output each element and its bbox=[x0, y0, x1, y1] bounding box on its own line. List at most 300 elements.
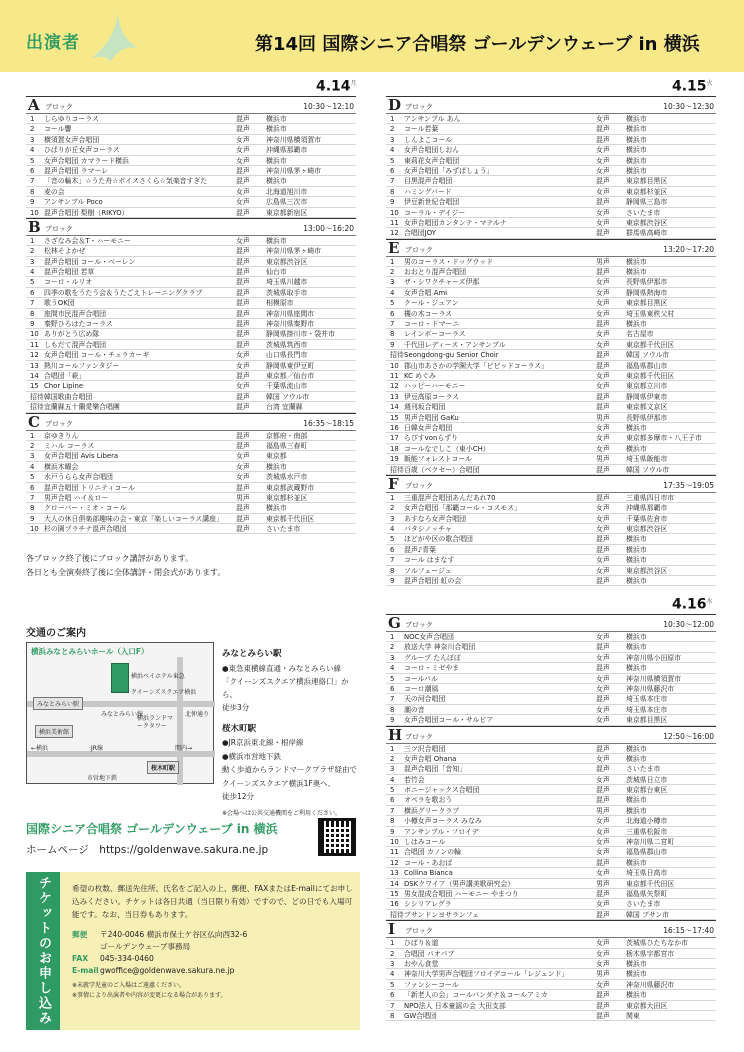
voice-type: 男声 bbox=[596, 970, 610, 979]
voice-type: 混声 bbox=[236, 278, 250, 287]
block-word: ブロック bbox=[405, 103, 433, 111]
voice-type: 混声 bbox=[236, 483, 250, 492]
ticket-postal: 郵便 〒240-0046 横浜市保土ケ谷区仏向西32-6 bbox=[72, 930, 248, 939]
performer-number: 4 bbox=[390, 525, 395, 534]
performer-name: レインボーコーラス bbox=[404, 330, 466, 339]
performer-number: 4 bbox=[390, 146, 395, 155]
voice-type: 女声 bbox=[236, 452, 250, 461]
performer-name: アンサンブル・フロイデ bbox=[404, 827, 479, 836]
dir-line: 「クイーンズスクエア横浜連絡口」から、 bbox=[222, 677, 349, 699]
performer-number: 15 bbox=[390, 413, 399, 422]
performer-location: 長野県伊那市 bbox=[626, 413, 668, 422]
access-map bbox=[26, 642, 214, 784]
performer-location: 横浜市 bbox=[626, 135, 647, 144]
performer-location: 神奈川県秦野市 bbox=[266, 320, 315, 329]
performer-location: さいたま市 bbox=[266, 525, 301, 534]
performer-row bbox=[386, 949, 716, 959]
block-letter: F bbox=[388, 474, 399, 493]
performer-name: 麦の会 bbox=[44, 187, 65, 196]
performer-name: コーロ・ミゼやま bbox=[404, 664, 460, 673]
voice-type: 男声 bbox=[596, 257, 610, 266]
column-day2 bbox=[386, 96, 716, 586]
performer-row bbox=[26, 441, 356, 451]
voice-type: 女声 bbox=[596, 288, 610, 297]
performer-name: コール響 bbox=[44, 125, 72, 134]
performer-name: 槻の木コーラス bbox=[404, 309, 453, 318]
performer-location: 群馬県高崎市 bbox=[626, 229, 668, 238]
performer-name: あすなろ女声合唱団 bbox=[404, 514, 467, 523]
performer-location: 横浜市 bbox=[626, 115, 647, 123]
voice-type: 混声 bbox=[236, 299, 250, 308]
qr-code-icon[interactable] bbox=[318, 818, 356, 856]
performer-row bbox=[386, 674, 716, 684]
performer-name: 杉の園プラチナ混声合唱団 bbox=[44, 525, 127, 534]
performer-location: 名古屋市 bbox=[626, 330, 654, 339]
access-footnote: ※会場へは公共交通機関をご利用ください。 bbox=[222, 809, 342, 817]
block-time: 16:35～18:15 bbox=[303, 418, 354, 428]
performer-location: 東京都渋谷区 bbox=[266, 257, 308, 266]
performer-location: 東京都渋谷区 bbox=[626, 566, 668, 575]
performer-number: 14 bbox=[30, 371, 39, 380]
ticket-email[interactable]: E-mail gwoffice@goldenwave.sakura.ne.jp bbox=[72, 966, 235, 975]
performer-row bbox=[386, 309, 716, 319]
voice-type: 混声 bbox=[596, 351, 610, 360]
voice-type: 女声 bbox=[236, 462, 250, 471]
performer-location: 千葉県佐倉市 bbox=[626, 514, 668, 523]
performer-location: 神奈川県横須賀市 bbox=[626, 674, 682, 683]
voice-type: 女声 bbox=[596, 156, 610, 165]
dir-line: ●横浜市営地下鉄 bbox=[222, 751, 282, 761]
performer-row bbox=[386, 754, 716, 764]
performer-name: 合唱団 パオパブ bbox=[404, 949, 455, 958]
performer-number: 7 bbox=[390, 556, 395, 565]
voice-type: 混声 bbox=[596, 493, 610, 502]
performer-row bbox=[26, 483, 356, 493]
performer-location: さいたま市 bbox=[626, 900, 661, 909]
performer-location: 横浜市 bbox=[266, 156, 287, 165]
performer-name: コーロ・ルリオ bbox=[44, 278, 93, 287]
map-mm-line: みなとみらい線 bbox=[101, 711, 144, 718]
performer-location: 静岡県掛川市・袋井市 bbox=[266, 330, 335, 339]
block-letter: D bbox=[388, 96, 402, 114]
voice-type: 女声 bbox=[596, 827, 610, 836]
voice-type: 女声 bbox=[596, 684, 610, 693]
performer-location: 横浜市 bbox=[626, 545, 647, 554]
performer-number: 5 bbox=[30, 473, 35, 482]
voice-type: 混声 bbox=[236, 309, 250, 318]
voice-type: 女声 bbox=[236, 361, 250, 370]
voice-type: 女声 bbox=[596, 444, 610, 453]
performer-location: 東京都渋谷区 bbox=[626, 218, 668, 227]
block-letter: C bbox=[28, 412, 40, 431]
voice-type: 混声 bbox=[236, 392, 250, 401]
performer-name: NOC女声合唱団 bbox=[404, 633, 454, 641]
voice-type: 女声 bbox=[236, 135, 250, 144]
voice-type: 女声 bbox=[236, 146, 250, 155]
performer-number: 6 bbox=[390, 309, 395, 318]
performer-row bbox=[386, 1011, 716, 1021]
performer-location: 横浜市 bbox=[266, 115, 287, 123]
performer-name: NPO法人 日本童謡の会 大田支部 bbox=[404, 1001, 506, 1010]
performer-number: 4 bbox=[30, 146, 35, 155]
performer-row bbox=[386, 361, 716, 371]
access-directions bbox=[222, 648, 362, 820]
performer-number: 8 bbox=[390, 1011, 395, 1020]
performer-number: 5 bbox=[390, 156, 395, 165]
performer-row bbox=[26, 381, 356, 391]
performer-name: 大人の休日倶楽部趣味の会・東京「楽しいコーラス講座」 bbox=[44, 514, 223, 523]
performer-location: 韓国 ブサン市 bbox=[626, 910, 670, 919]
map-landmark: 横浜ランドマークタワー bbox=[137, 715, 174, 730]
performer-location: 東京都千代田区 bbox=[626, 340, 675, 349]
block-word: ブロック bbox=[405, 732, 433, 741]
voice-type: 女声 bbox=[596, 278, 610, 287]
performer-name: 小樽女声コーラス みなみ bbox=[404, 817, 482, 826]
performer-number: 7 bbox=[390, 1001, 395, 1010]
performer-row bbox=[386, 980, 716, 990]
performer-name: 女声合唱団 コール・チュラカーギ bbox=[44, 351, 150, 360]
bird-icon bbox=[88, 8, 142, 64]
performer-row bbox=[386, 642, 716, 652]
performer-name: ほどがや区の歌合唱団 bbox=[404, 535, 473, 544]
performer-location: 北海道旭川市 bbox=[266, 187, 308, 196]
performer-name: ザ・シワクチャーズ伊那 bbox=[404, 278, 480, 287]
performer-location: 埼玉県川越市 bbox=[266, 278, 308, 287]
ticket-fax: FAX 045-334-0460 bbox=[72, 954, 154, 963]
voice-type: 女声 bbox=[596, 309, 610, 318]
performer-location: 横浜市 bbox=[626, 535, 647, 544]
performer-name: 横浜グリークラブ bbox=[404, 806, 460, 815]
voice-type: 混声 bbox=[236, 431, 250, 440]
voice-type: 混声 bbox=[596, 268, 610, 277]
performer-row bbox=[386, 208, 716, 218]
block-time: 10:30～12:30 bbox=[663, 102, 714, 111]
homepage-link[interactable]: ホームページ https://goldenwave.sakura.ne.jp bbox=[26, 844, 269, 856]
block-header bbox=[386, 97, 716, 114]
voice-type: 混声 bbox=[596, 535, 610, 544]
performer-name: 合唱団 カノンの輪 bbox=[404, 848, 462, 857]
block-c bbox=[26, 413, 356, 535]
performer-row bbox=[26, 462, 356, 472]
performer-name: 韓国歌曲合唱団 bbox=[44, 392, 93, 401]
performer-location: 三重県松阪市 bbox=[626, 827, 668, 836]
voice-type: 女声 bbox=[596, 504, 610, 513]
performer-number: 招待 bbox=[30, 403, 44, 412]
performer-row bbox=[386, 969, 716, 979]
performer-row bbox=[386, 879, 716, 889]
performer-location: 東京都渋谷区 bbox=[626, 525, 668, 534]
performer-name: 週刊坂合唱団 bbox=[404, 403, 446, 412]
performer-location: さいたま市 bbox=[626, 208, 661, 217]
block-word: ブロック bbox=[45, 224, 73, 233]
performer-row bbox=[26, 309, 356, 319]
voice-type: 混声 bbox=[596, 664, 610, 673]
performer-name: 伊豆新世紀合唱団 bbox=[404, 198, 460, 207]
performer-location: 横浜市 bbox=[626, 991, 647, 1000]
performer-name: さざなみ会＆T・ハーモニー bbox=[44, 236, 131, 245]
performer-row bbox=[386, 827, 716, 837]
block-header bbox=[386, 240, 716, 257]
performer-number: 8 bbox=[390, 566, 395, 575]
performer-location: 茨城県水戸市 bbox=[266, 473, 308, 482]
performer-location: 東京都文京区 bbox=[626, 403, 668, 412]
performer-number: 9 bbox=[390, 198, 395, 207]
performer-name: 男声合唱 ハイ＆ロー bbox=[44, 493, 109, 502]
performer-location: 相模原市 bbox=[266, 299, 294, 308]
voice-type: 混声 bbox=[596, 392, 610, 401]
performer-number: 5 bbox=[30, 278, 35, 287]
performer-number: 4 bbox=[30, 462, 35, 471]
performer-row bbox=[26, 135, 356, 145]
performer-location: 仙台市 bbox=[266, 268, 287, 277]
performer-number: 5 bbox=[390, 674, 395, 683]
performer-name: ミハル コーラス bbox=[44, 441, 95, 450]
performer-row bbox=[26, 524, 356, 534]
performer-number: 3 bbox=[390, 653, 395, 662]
performer-row bbox=[386, 319, 716, 329]
voice-type: 女声 bbox=[596, 208, 610, 217]
performer-number: 11 bbox=[390, 371, 399, 380]
performer-name: グループ たんぽぽ bbox=[404, 653, 461, 662]
performer-row bbox=[26, 514, 356, 524]
performer-name: 合唱団「萩」 bbox=[44, 371, 86, 380]
voice-type: 混声 bbox=[596, 361, 610, 370]
ticket-vertical-title: チケットのお申し込み bbox=[26, 872, 60, 1030]
performer-location: 東京都台東区 bbox=[626, 786, 668, 795]
performer-row bbox=[26, 493, 356, 503]
block-letter: E bbox=[388, 238, 400, 257]
performer-location: 埼玉県日高市 bbox=[626, 869, 668, 878]
performer-row bbox=[26, 288, 356, 298]
voice-type: 混声 bbox=[236, 115, 250, 123]
schedule-notes bbox=[26, 552, 225, 580]
ticket-description: 希望の枚数、郵送先住所、氏名をご記入の上、郵便、FAXまたはE-mailにてお申し込みください。チケットは各日共通（当日限り有効）ですので、どの日でも入場可能です。なお、当日券もあります。 bbox=[72, 884, 353, 919]
voice-type: 混声 bbox=[596, 910, 610, 919]
performer-location: 横浜市 bbox=[266, 462, 287, 471]
block-word: ブロック bbox=[405, 481, 433, 490]
station-mm: みなとみらい駅 bbox=[222, 649, 282, 659]
performer-location: 横浜市 bbox=[626, 423, 647, 432]
performer-row bbox=[386, 744, 716, 754]
performer-name: 京ゆきりん bbox=[44, 431, 79, 440]
performer-name: 混声合唱団 若草 bbox=[44, 268, 95, 277]
performer-name: 日韓女声合唱団 bbox=[404, 423, 453, 432]
block-word: ブロック bbox=[45, 103, 73, 111]
performer-number: 招待 bbox=[390, 910, 404, 919]
map-mm-station: みなとみらい駅 bbox=[33, 697, 83, 710]
voice-type: 女声 bbox=[596, 674, 610, 683]
performer-number: 9 bbox=[390, 716, 395, 725]
voice-type: 女声 bbox=[596, 775, 610, 784]
performer-row bbox=[26, 472, 356, 482]
performer-name: 宜蘭縣五十蘭愛樂合唱團 bbox=[44, 403, 120, 412]
performer-name: ブサンドンヨサランフェ bbox=[404, 910, 480, 919]
performer-number: 招待 bbox=[30, 392, 44, 401]
performer-location: 韓国 ソウル市 bbox=[266, 392, 310, 401]
performer-name: 女声合唱団 カマラード横浜 bbox=[44, 156, 129, 165]
performer-number: 3 bbox=[390, 514, 395, 523]
header-bar bbox=[0, 0, 744, 72]
voice-type: 女声 bbox=[596, 949, 610, 958]
map-bay-hotel: 横浜ベイホテル東急 bbox=[131, 673, 185, 680]
performer-number: 10 bbox=[390, 361, 399, 370]
voice-type: 男声 bbox=[596, 413, 610, 422]
performer-name: コールなでしこ（東小CH） bbox=[404, 444, 490, 453]
voice-type: 女声 bbox=[596, 817, 610, 826]
performer-location: 静岡県三島市 bbox=[626, 198, 668, 207]
voice-type: 女声 bbox=[596, 330, 610, 339]
block-h bbox=[386, 726, 716, 921]
performer-row bbox=[386, 197, 716, 207]
performer-name: 横浜木曜会 bbox=[44, 462, 79, 471]
voice-type: 混声 bbox=[596, 177, 610, 186]
performer-name: 郡山市あさかの学園大学「ビビッドコーラス」 bbox=[404, 361, 548, 370]
performer-name: 松林そよかぜ bbox=[44, 247, 86, 256]
performer-row bbox=[386, 795, 716, 805]
performer-row bbox=[386, 524, 716, 534]
performer-number: 1 bbox=[390, 115, 395, 123]
performer-row bbox=[386, 684, 716, 694]
performer-name: コール はまなす bbox=[404, 556, 455, 565]
voice-type: 女声 bbox=[596, 187, 610, 196]
block-time: 16:15～17:40 bbox=[663, 926, 714, 936]
voice-type: 混声 bbox=[596, 1011, 610, 1020]
performer-row bbox=[386, 413, 716, 423]
performer-name: 三重混声合唱団あんだあれ70 bbox=[404, 493, 496, 502]
voice-type: 混声 bbox=[236, 288, 250, 297]
performer-name: 女声合唱団カンタンテ・マテルナ bbox=[404, 218, 507, 227]
dir-line: ●東急東横線直通・みなとみらい線 bbox=[222, 663, 342, 673]
performer-location: 横浜市 bbox=[626, 796, 647, 805]
voice-type: 女声 bbox=[596, 838, 610, 847]
performer-name: 水戸うらら女声合唱団 bbox=[44, 473, 113, 482]
performer-name: 「新老人の会」コールパンダナ＆コールアミカ bbox=[404, 991, 548, 1000]
performer-row bbox=[26, 329, 356, 339]
performer-row bbox=[26, 392, 356, 402]
voice-type: 女声 bbox=[596, 980, 610, 989]
voice-type: 女声 bbox=[596, 115, 610, 123]
performer-row bbox=[386, 816, 716, 826]
performers-badge: 出演者 bbox=[26, 33, 80, 53]
performer-row bbox=[386, 785, 716, 795]
performer-row bbox=[386, 868, 716, 878]
voice-type: 女声 bbox=[596, 166, 610, 175]
performer-location: 横浜市 bbox=[626, 146, 647, 155]
performer-name: しんよこコール bbox=[404, 135, 453, 144]
voice-type: 女声 bbox=[236, 351, 250, 360]
dir-line: 徒歩3分 bbox=[222, 703, 250, 712]
block-a bbox=[26, 96, 356, 218]
block-g bbox=[386, 614, 716, 726]
performer-row bbox=[386, 135, 716, 145]
performer-location: 神奈川県茅ヶ崎市 bbox=[266, 247, 322, 256]
performer-row bbox=[26, 156, 356, 166]
event-title: 第14回 国際シニア合唱祭 ゴールデンウェーブ in 横浜 bbox=[255, 34, 700, 55]
performer-number: 9 bbox=[30, 198, 35, 207]
performer-row bbox=[386, 371, 716, 381]
performer-location: 茨城県筑西市 bbox=[266, 340, 308, 349]
note-line: 各日とも全演奏終了後に全体講評・閉会式があります。 bbox=[26, 568, 226, 577]
performer-name: コーロ・ドマーニ bbox=[404, 320, 460, 329]
performer-name: 座間市民混声合唱団 bbox=[44, 309, 107, 318]
performer-location: 横浜市 bbox=[266, 236, 287, 245]
performer-location: 横浜市 bbox=[626, 744, 647, 753]
performer-number: 10 bbox=[390, 838, 399, 847]
voice-type: 混声 bbox=[236, 177, 250, 186]
performer-row bbox=[386, 990, 716, 1000]
performer-row bbox=[26, 145, 356, 155]
block-header bbox=[26, 219, 356, 236]
performer-name: Collina Bianca bbox=[404, 869, 453, 878]
performer-row bbox=[386, 156, 716, 166]
performer-location: 埼玉県東秩父村 bbox=[626, 309, 675, 318]
performer-number: 4 bbox=[390, 775, 395, 784]
performer-location: 神奈川県座間市 bbox=[266, 309, 315, 318]
block-letter: B bbox=[28, 217, 41, 236]
performer-location: 横浜市 bbox=[266, 125, 287, 134]
voice-type: 混声 bbox=[236, 247, 250, 256]
performer-number: 8 bbox=[390, 330, 395, 339]
performer-name: 天の河合唱団 bbox=[404, 695, 446, 704]
note-line: 各ブロック終了後にブロック講評があります。 bbox=[26, 554, 194, 563]
voice-type: 混声 bbox=[596, 403, 610, 412]
performer-location: 横浜市 bbox=[626, 556, 647, 565]
performer-number: 2 bbox=[390, 643, 395, 652]
performer-row bbox=[386, 576, 716, 586]
performer-location: 横浜市 bbox=[626, 268, 647, 277]
voice-type: 混声 bbox=[236, 340, 250, 349]
performer-number: 6 bbox=[390, 991, 395, 1000]
performer-location: 横浜市 bbox=[266, 177, 287, 186]
performer-name: 女声合唱 Ami bbox=[404, 288, 448, 297]
performer-row bbox=[26, 257, 356, 267]
performer-location: 東京都新宿区 bbox=[266, 208, 308, 217]
performer-row bbox=[386, 806, 716, 816]
performer-number: 8 bbox=[390, 187, 395, 196]
performer-row bbox=[26, 350, 356, 360]
performer-number: 6 bbox=[390, 684, 395, 693]
performer-number: 12 bbox=[390, 382, 399, 391]
performer-number: 2 bbox=[390, 949, 395, 958]
performer-row bbox=[386, 465, 716, 475]
performer-name: GW合唱団 bbox=[404, 1011, 437, 1020]
performer-location: 千葉県流山市 bbox=[266, 382, 308, 391]
performer-location: 横浜市 bbox=[266, 504, 287, 513]
performer-row bbox=[386, 288, 716, 298]
performer-row bbox=[386, 503, 716, 513]
voice-type: 混声 bbox=[596, 765, 610, 774]
performer-row bbox=[386, 534, 716, 544]
performer-number: 招待 bbox=[390, 351, 404, 360]
performer-name: ハミングバード bbox=[404, 187, 452, 196]
performer-name: 女声合唱 Ohana bbox=[404, 754, 457, 763]
performer-name: 混声合唱団 ラマーレ bbox=[44, 166, 109, 175]
voice-type: 混声 bbox=[236, 514, 250, 523]
performer-row bbox=[386, 350, 716, 360]
performer-number: 1 bbox=[390, 257, 395, 266]
performer-location: 神奈川県二宮町 bbox=[626, 838, 675, 847]
ticket-box bbox=[26, 872, 360, 1030]
performer-location: 東京都大田区 bbox=[626, 1001, 668, 1010]
voice-type: 女声 bbox=[596, 556, 610, 565]
performer-location: 東京都目黒区 bbox=[626, 299, 668, 308]
performer-name: オペラを歌おう bbox=[404, 796, 453, 805]
performer-number: 2 bbox=[390, 125, 395, 134]
voice-type: 混声 bbox=[236, 257, 250, 266]
performer-location: 静岡県伊東市 bbox=[626, 392, 668, 401]
performer-row bbox=[386, 653, 716, 663]
voice-type: 女声 bbox=[596, 716, 610, 725]
